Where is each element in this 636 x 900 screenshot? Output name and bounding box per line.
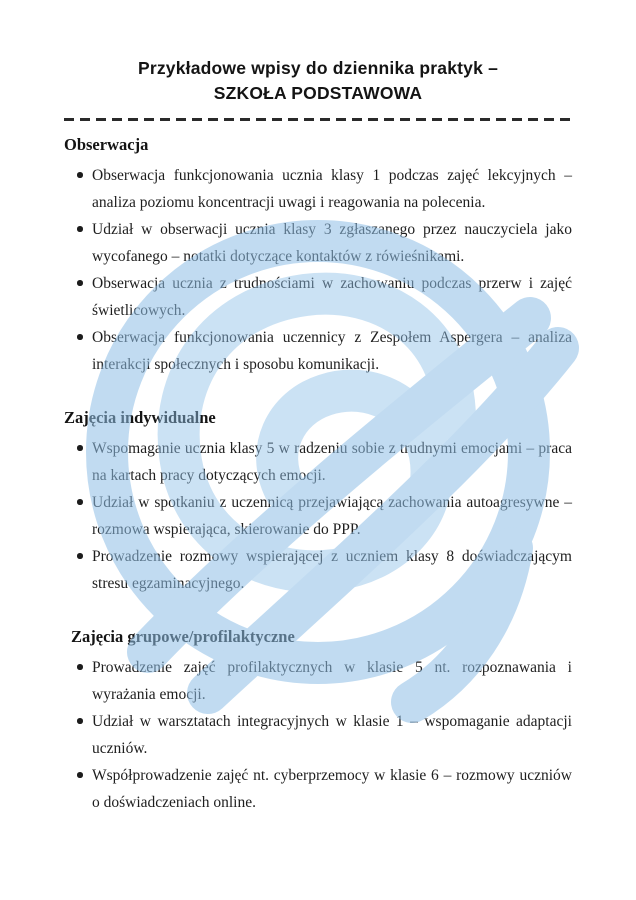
dashed-divider: [64, 118, 572, 121]
bullet-text: Udział w warsztatach integracyjnych w klasie 1 – wspomaganie adaptacji uczniów.: [92, 712, 572, 757]
section-heading: Zajęcia grupowe/profilaktyczne: [71, 626, 295, 646]
bullet-text: Udział w obserwacji ucznia klasy 3 zgłaszanego przez nauczyciela jako wycofanego – notatki dotyczące kontaktów z rówieśnikami.: [92, 220, 572, 265]
bullet-icon: [77, 499, 83, 505]
bullet-item: [64, 762, 572, 816]
bullet-text: Wspomaganie ucznia klasy 5 w radzeniu sobie z trudnymi emocjami – praca na kartach pracy dotyczących emocji.: [92, 439, 572, 484]
bullet-text: Obserwacja ucznia z trudnościami w zachowaniu podczas przerw i zajęć świetlicowych.: [92, 274, 572, 319]
bullet-text: Obserwacja funkcjonowania ucznia klasy 1 podczas zajęć lekcyjnych – analiza poziomu koncentracji uwagi i reagowania na polecenia.: [92, 166, 572, 211]
bullet-icon: [77, 445, 83, 451]
bullet-text: Prowadzenie rozmowy wspierającej z uczniem klasy 8 doświadczającym stresu egzaminacyjnego.: [92, 547, 572, 592]
bullet-list: [64, 654, 572, 816]
bullet-icon: [77, 280, 83, 286]
bullet-list: [64, 435, 572, 597]
bullet-text: Udział w spotkaniu z uczennicą przejawiającą zachowania autoagresywne – rozmowa wspierająca, skierowanie do PPP.: [92, 493, 572, 538]
bullet-item: [64, 708, 572, 762]
bullet-icon: [77, 226, 83, 232]
bullet-item: [64, 489, 572, 543]
bullet-icon: [77, 664, 83, 670]
bullet-icon: [77, 172, 83, 178]
bullet-icon: [77, 718, 83, 724]
bullet-text: Obserwacja funkcjonowania uczennicy z Zespołem Aspergera – analiza interakcji społecznych i sposobu komunikacji.: [92, 328, 572, 373]
section-heading: Obserwacja: [64, 134, 149, 154]
bullet-list: [64, 162, 572, 378]
bullet-item: [64, 435, 572, 489]
bullet-text: Prowadzenie zajęć profilaktycznych w klasie 5 nt. rozpoznawania i wyrażania emocji.: [92, 658, 572, 703]
bullet-text: Współprowadzenie zajęć nt. cyberprzemocy w klasie 6 – rozmowy uczniów o doświadczeniach online.: [92, 766, 572, 811]
bullet-item: [64, 543, 572, 597]
section-zajecia-indywidualne: [64, 404, 572, 597]
bullet-item: [64, 324, 572, 378]
document-title: [64, 56, 572, 106]
bullet-item: [64, 654, 572, 708]
bullet-item: [64, 270, 572, 324]
title-line-1: Przykładowe wpisy do dziennika praktyk –: [137, 58, 499, 78]
bullet-icon: [77, 334, 83, 340]
bullet-icon: [77, 553, 83, 559]
title-line-2: SZKOŁA PODSTAWOWA: [213, 83, 423, 103]
section-heading: Zajęcia indywidualne: [64, 407, 216, 427]
section-obserwacja: [64, 131, 572, 378]
bullet-item: [64, 162, 572, 216]
section-zajecia-grupowe: [64, 623, 572, 816]
bullet-icon: [77, 772, 83, 778]
bullet-item: [64, 216, 572, 270]
